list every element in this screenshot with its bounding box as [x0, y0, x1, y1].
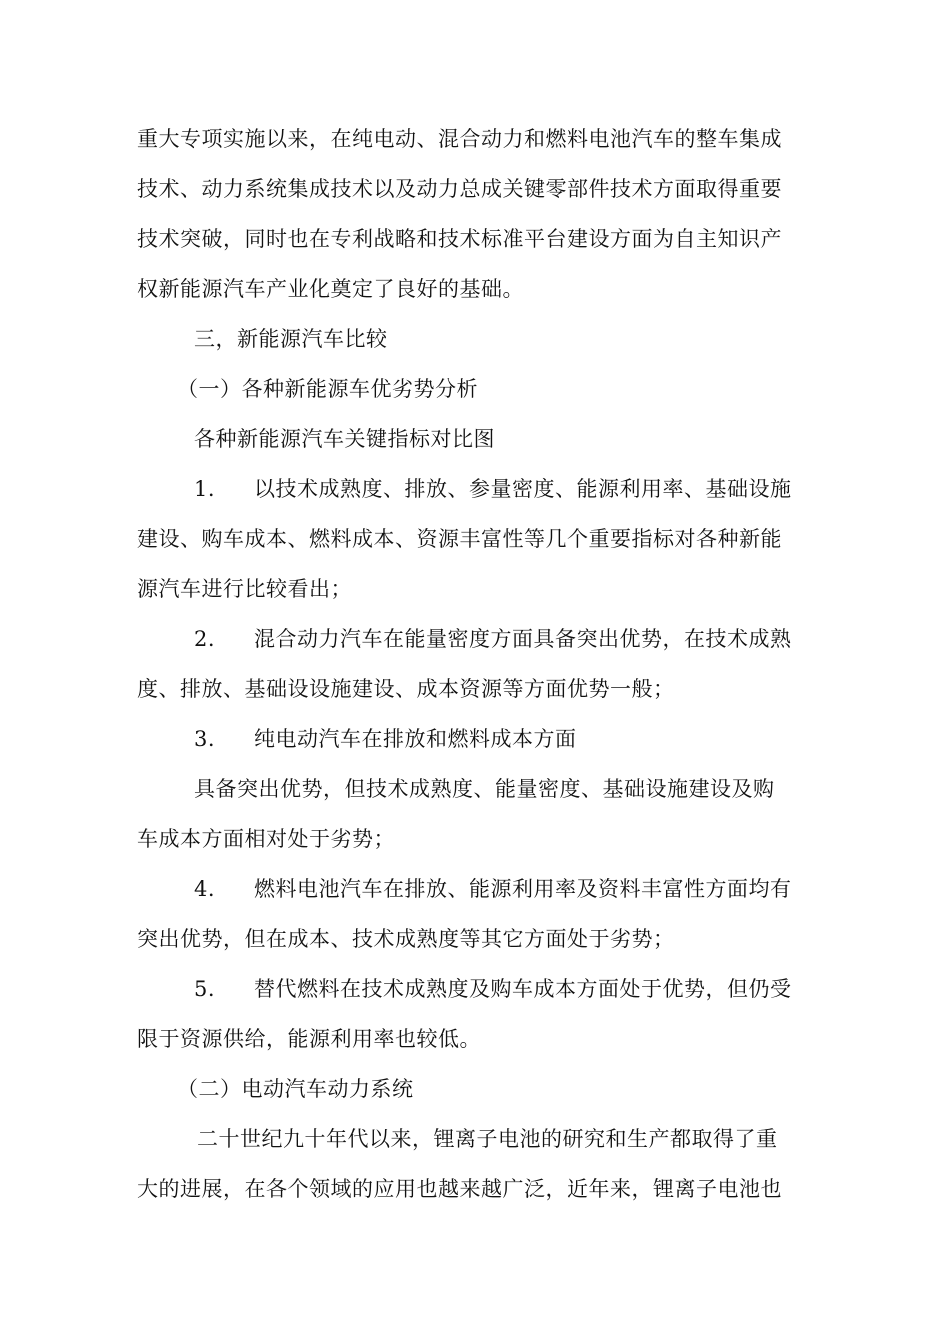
list-item-text: 以技术成熟度、排放、参量密度、能源利用率、基础设施 — [254, 477, 792, 501]
list-item-text: 混合动力汽车在能量密度方面具备突出优势，在技术成熟 — [254, 627, 792, 651]
paragraph-line: 车成本方面相对处于劣势； — [137, 827, 395, 851]
list-item-text: 替代燃料在技术成熟度及购车成本方面处于优势，但仍受 — [254, 977, 792, 1001]
list-item-first-line — [194, 724, 577, 754]
list-item-number: 4. — [194, 877, 216, 901]
paragraph-line: 二十世纪九十年代以来，锂离子电池的研究和生产都取得了重 — [197, 1127, 778, 1151]
list-item-first-line — [194, 974, 792, 1004]
list-item-number: 2. — [194, 627, 216, 651]
list-item-line: 限于资源供给，能源利用率也较低。 — [137, 1027, 481, 1051]
list-item-first-line — [194, 624, 792, 654]
paragraph-line: 具备突出优势，但技术成熟度、能量密度、基础设施建设及购 — [194, 777, 775, 801]
paragraph-line: 重大专项实施以来，在纯电动、混合动力和燃料电池汽车的整车集成 — [137, 127, 782, 151]
list-item-text: 纯电动汽车在排放和燃料成本方面 — [254, 727, 577, 751]
list-item-number: 1. — [194, 477, 216, 501]
list-item-first-line — [194, 474, 792, 504]
list-item-line: 度、排放、基础设设施建设、成本资源等方面优势一般； — [137, 677, 675, 701]
list-item-number: 5. — [194, 977, 216, 1001]
paragraph-line: 权新能源汽车产业化奠定了良好的基础。 — [137, 277, 524, 301]
list-item-line: 源汽车进行比较看出； — [137, 577, 352, 601]
list-item-first-line — [194, 874, 792, 904]
list-item-text: 燃料电池汽车在排放、能源利用率及资料丰富性方面均有 — [254, 877, 792, 901]
section-heading: 三，新能源汽车比较 — [194, 327, 388, 351]
list-item-line: 建设、购车成本、燃料成本、资源丰富性等几个重要指标对各种新能 — [137, 527, 782, 551]
paragraph-line: 技术、动力系统集成技术以及动力总成关键零部件技术方面取得重要 — [137, 177, 782, 201]
list-item-number: 3. — [194, 727, 216, 751]
paragraph-line: 技术突破，同时也在专利战略和技术标准平台建设方面为自主知识产 — [137, 227, 782, 251]
figure-caption: 各种新能源汽车关键指标对比图 — [194, 427, 495, 451]
paragraph-line: 大的进展，在各个领域的应用也越来越广泛，近年来，锂离子电池也 — [137, 1177, 782, 1201]
subsection-heading: （二）电动汽车动力系统 — [177, 1077, 414, 1101]
subsection-heading: （一）各种新能源车优劣势分析 — [177, 377, 478, 401]
list-item-line: 突出优势，但在成本、技术成熟度等其它方面处于劣势； — [137, 927, 675, 951]
